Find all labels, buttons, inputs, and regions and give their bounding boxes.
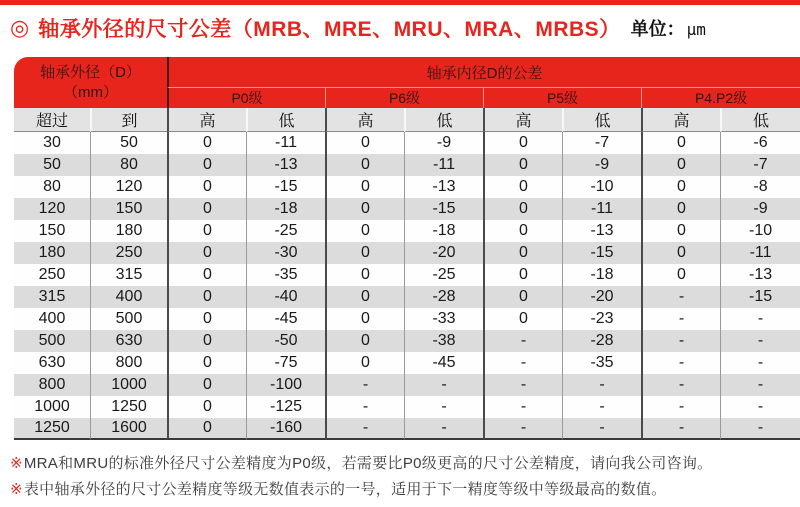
- p5-low-cell: -13: [562, 220, 641, 242]
- p6-high-cell: 0: [325, 352, 404, 374]
- footnote-marker: ※: [10, 455, 23, 472]
- table-row: [14, 374, 800, 396]
- p5-low-cell: -: [562, 418, 641, 440]
- table-row: [14, 198, 800, 220]
- p0-high-cell: 0: [167, 418, 246, 440]
- to-cell: 80: [90, 154, 167, 176]
- p0-high-cell: 0: [167, 176, 246, 198]
- p6-low-cell: -11: [404, 154, 483, 176]
- p4p2-high-cell: -: [641, 308, 720, 330]
- p4p2-low-header: 低: [720, 108, 800, 132]
- p6-high-cell: 0: [325, 220, 404, 242]
- p6-high-cell: -: [325, 418, 404, 440]
- footnote-2-text: 表中轴承外径的尺寸公差精度等级无数值表示的一号，适用于下一精度等级中等级最高的数值。: [23, 481, 667, 498]
- p4p2-high-cell: -: [641, 330, 720, 352]
- footnote-1-text: MRA和MRU的标准外径尺寸公差精度为P0级，若需要比P0级更高的尺寸公差精度，请向我公司咨询。: [23, 455, 713, 472]
- p5-high-cell: -: [483, 352, 562, 374]
- over-cell: 120: [38, 200, 66, 217]
- p0-low-cell: -45: [246, 308, 325, 330]
- p5-high-cell: 0: [483, 242, 562, 264]
- p6-low-cell: -: [404, 418, 483, 440]
- p4p2-low-cell: -7: [720, 154, 800, 176]
- over-cell: 1000: [34, 398, 70, 415]
- over-cell: 180: [38, 244, 66, 261]
- grade-header-p5: P5级: [483, 88, 641, 108]
- p4p2-low-cell: -10: [720, 220, 800, 242]
- p5-high-cell: 0: [483, 176, 562, 198]
- p6-high-cell: 0: [325, 286, 404, 308]
- p4p2-low-cell: -: [720, 330, 800, 352]
- p0-low-cell: -11: [246, 132, 325, 154]
- to-cell: 1250: [90, 396, 167, 418]
- p6-low-cell: -38: [404, 330, 483, 352]
- table-row: [14, 132, 800, 154]
- p6-low-header: 低: [404, 108, 483, 132]
- unit-label: [631, 15, 706, 41]
- p4p2-low-cell: -: [720, 418, 800, 440]
- p4p2-high-cell: -: [641, 418, 720, 440]
- over-cell: 30: [43, 134, 61, 151]
- p5-low-cell: -10: [562, 176, 641, 198]
- table-row: [14, 220, 800, 242]
- p4p2-high-cell: 0: [641, 176, 720, 198]
- footnote-1: [10, 451, 712, 477]
- table-row: [14, 352, 800, 374]
- over-cell: 500: [38, 332, 66, 349]
- p4p2-high-cell: 0: [641, 132, 720, 154]
- p5-low-cell: -7: [562, 132, 641, 154]
- p4p2-high-cell: 0: [641, 154, 720, 176]
- p0-high-cell: 0: [167, 132, 246, 154]
- p4p2-high-cell: -: [641, 286, 720, 308]
- p4p2-low-cell: -: [720, 374, 800, 396]
- p5-high-cell: 0: [483, 220, 562, 242]
- p6-low-cell: -: [404, 374, 483, 396]
- p0-low-header: 低: [246, 108, 325, 132]
- p5-high-cell: 0: [483, 308, 562, 330]
- p4p2-low-cell: -11: [720, 242, 800, 264]
- p5-high-cell: 0: [483, 198, 562, 220]
- p6-low-cell: -13: [404, 176, 483, 198]
- to-cell: 250: [90, 242, 167, 264]
- table-row: [14, 154, 800, 176]
- p0-high-cell: 0: [167, 264, 246, 286]
- grade-header-p4p2: P4.P2级: [641, 88, 800, 108]
- to-cell: 1600: [90, 418, 167, 440]
- p5-low-cell: -23: [562, 308, 641, 330]
- p0-low-cell: -160: [246, 418, 325, 440]
- table-row: [14, 308, 800, 330]
- to-cell: 120: [90, 176, 167, 198]
- p6-high-cell: 0: [325, 264, 404, 286]
- grade-header-p6: P6级: [325, 88, 483, 108]
- outer-diameter-header-line2: （mm）: [63, 83, 118, 101]
- to-cell: 50: [90, 132, 167, 154]
- p6-low-cell: -: [404, 396, 483, 418]
- p0-high-header: 高: [167, 108, 246, 132]
- p5-low-cell: -15: [562, 242, 641, 264]
- p5-low-cell: -: [562, 396, 641, 418]
- p5-high-cell: -: [483, 396, 562, 418]
- p6-low-cell: -9: [404, 132, 483, 154]
- bullseye-icon: ◎: [10, 15, 30, 40]
- table-row: [14, 176, 800, 198]
- p4p2-low-cell: -: [720, 352, 800, 374]
- p4p2-low-cell: -8: [720, 176, 800, 198]
- p4p2-low-cell: -: [720, 308, 800, 330]
- to-cell: 1000: [90, 374, 167, 396]
- p0-low-cell: -75: [246, 352, 325, 374]
- p4p2-high-cell: -: [641, 396, 720, 418]
- p0-low-cell: -25: [246, 220, 325, 242]
- p4p2-high-cell: -: [641, 352, 720, 374]
- p4p2-low-cell: -9: [720, 198, 800, 220]
- to-cell: 150: [90, 198, 167, 220]
- unit-prefix: 单位：: [630, 19, 685, 39]
- p6-high-cell: -: [325, 396, 404, 418]
- p5-low-cell: -18: [562, 264, 641, 286]
- over-cell: 150: [38, 222, 66, 239]
- p6-low-cell: -25: [404, 264, 483, 286]
- p6-high-cell: 0: [325, 176, 404, 198]
- p0-high-cell: 0: [167, 220, 246, 242]
- p5-high-header: 高: [483, 108, 562, 132]
- p5-low-cell: -28: [562, 330, 641, 352]
- p0-low-cell: -15: [246, 176, 325, 198]
- page-title: 轴承外径的尺寸公差（MRB、MRE、MRU、MRA、MRBS）: [38, 18, 621, 41]
- p6-high-cell: -: [325, 374, 404, 396]
- p0-high-cell: 0: [167, 352, 246, 374]
- p5-high-cell: 0: [483, 264, 562, 286]
- p0-high-cell: 0: [167, 396, 246, 418]
- p6-low-cell: -33: [404, 308, 483, 330]
- p0-low-cell: -13: [246, 154, 325, 176]
- table-row: [14, 264, 800, 286]
- p0-low-cell: -35: [246, 264, 325, 286]
- grade-header-p0: P0级: [167, 88, 325, 108]
- footnote-marker: ※: [10, 481, 23, 498]
- table-row: [14, 330, 800, 352]
- tolerance-table: [14, 57, 800, 440]
- over-header: 超过: [14, 108, 90, 132]
- p5-high-cell: -: [483, 330, 562, 352]
- p6-low-cell: -15: [404, 198, 483, 220]
- table-row: [14, 286, 800, 308]
- to-cell: 315: [90, 264, 167, 286]
- p5-low-header: 低: [562, 108, 641, 132]
- over-cell: 630: [38, 354, 66, 371]
- p4p2-high-cell: -: [641, 374, 720, 396]
- p0-high-cell: 0: [167, 242, 246, 264]
- p6-high-cell: 0: [325, 154, 404, 176]
- p5-high-cell: -: [483, 374, 562, 396]
- p4p2-high-cell: 0: [641, 264, 720, 286]
- p4p2-high-cell: 0: [641, 220, 720, 242]
- p6-low-cell: -20: [404, 242, 483, 264]
- to-cell: 630: [90, 330, 167, 352]
- table-body: [14, 132, 800, 440]
- footnotes: [10, 451, 712, 503]
- table-row: [14, 418, 800, 440]
- p5-low-cell: -20: [562, 286, 641, 308]
- p0-high-cell: 0: [167, 330, 246, 352]
- p0-low-cell: -125: [246, 396, 325, 418]
- over-cell: 250: [38, 266, 66, 283]
- page-header: [10, 13, 706, 43]
- p4p2-low-cell: -: [720, 396, 800, 418]
- p6-low-cell: -28: [404, 286, 483, 308]
- p6-low-cell: -18: [404, 220, 483, 242]
- p0-low-cell: -18: [246, 198, 325, 220]
- p0-high-cell: 0: [167, 286, 246, 308]
- over-cell: 80: [43, 178, 61, 195]
- p4p2-high-cell: 0: [641, 242, 720, 264]
- p4p2-low-cell: -6: [720, 132, 800, 154]
- footnote-2: [10, 477, 712, 503]
- p0-high-cell: 0: [167, 198, 246, 220]
- p5-high-cell: 0: [483, 286, 562, 308]
- p0-high-cell: 0: [167, 154, 246, 176]
- p4p2-low-cell: -13: [720, 264, 800, 286]
- p6-low-cell: -45: [404, 352, 483, 374]
- p0-high-cell: 0: [167, 308, 246, 330]
- outer-diameter-header-line1: 轴承外径（D）: [40, 64, 141, 81]
- over-cell: 1250: [14, 418, 90, 440]
- tolerance-header: 轴承内径D的公差: [167, 57, 800, 88]
- p0-low-cell: -50: [246, 330, 325, 352]
- table-row: [14, 242, 800, 264]
- unit-value: μm: [686, 20, 706, 39]
- p4p2-high-cell: 0: [641, 198, 720, 220]
- p5-low-cell: -35: [562, 352, 641, 374]
- p5-high-cell: 0: [483, 132, 562, 154]
- p6-high-cell: 0: [325, 308, 404, 330]
- p4p2-high-header: 高: [641, 108, 720, 132]
- p6-high-cell: 0: [325, 330, 404, 352]
- top-red-strip: [0, 0, 800, 5]
- p0-low-cell: -30: [246, 242, 325, 264]
- p4p2-low-cell: -15: [720, 286, 800, 308]
- to-cell: 400: [90, 286, 167, 308]
- to-header: 到: [90, 108, 167, 132]
- p6-high-header: 高: [325, 108, 404, 132]
- to-cell: 180: [90, 220, 167, 242]
- p5-low-cell: -: [562, 374, 641, 396]
- to-cell: 500: [90, 308, 167, 330]
- p6-high-cell: 0: [325, 198, 404, 220]
- p0-low-cell: -100: [246, 374, 325, 396]
- p5-high-cell: 0: [483, 154, 562, 176]
- over-cell: 50: [43, 156, 61, 173]
- p5-low-cell: -9: [562, 154, 641, 176]
- p0-low-cell: -40: [246, 286, 325, 308]
- table-row: [14, 396, 800, 418]
- p5-low-cell: -11: [562, 198, 641, 220]
- outer-diameter-header: [14, 57, 167, 108]
- over-cell: 315: [38, 288, 66, 305]
- over-cell: 800: [38, 376, 66, 393]
- p6-high-cell: 0: [325, 242, 404, 264]
- p0-high-cell: 0: [167, 374, 246, 396]
- p5-high-cell: -: [483, 418, 562, 440]
- over-cell: 400: [38, 310, 66, 327]
- to-cell: 800: [90, 352, 167, 374]
- p6-high-cell: 0: [325, 132, 404, 154]
